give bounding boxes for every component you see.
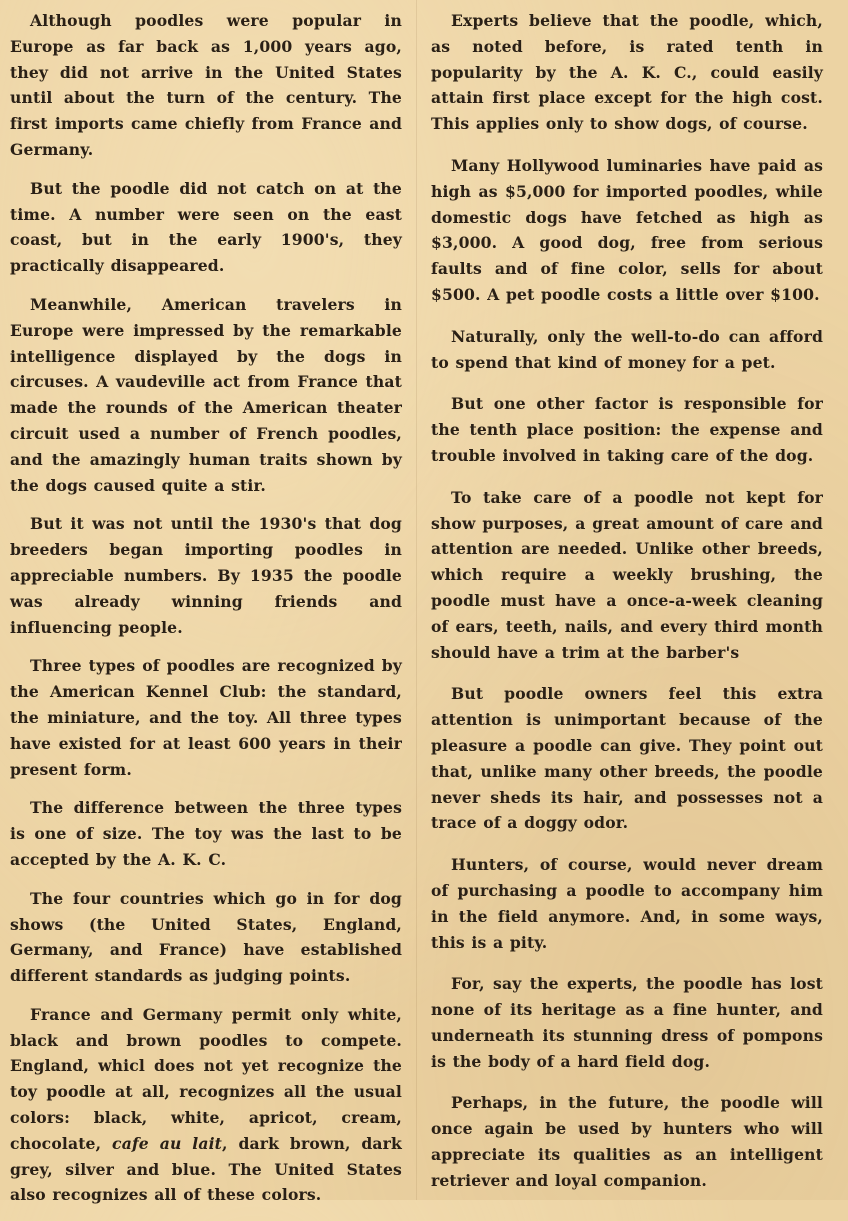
paragraph-text: , dark brown, dark grey, silver and blue. The United States also recognizes all of these colors. — [10, 1133, 402, 1205]
paragraph-text: France and Germany permit only white, black and brown poodles to compete. England, whicl does not yet recognize the toy poodle at all, recognizes all the usual colors: black, white, apricot, cream, chocolate, — [10, 1004, 402, 1153]
paragraph: Meanwhile, American travelers in Europe were impressed by the remarkable intelligence displayed by the dogs in circuses. A vaudeville act from France that made the rounds of the American theater circuit used a number of French poodles, and the amazingly human traits shown by the dogs caused quite a stir. — [10, 294, 402, 495]
paragraph: The difference between the three types is one of size. The toy was the last to be accepted by the A. K. C. — [10, 798, 402, 869]
paragraph: Experts believe that the poodle, which, as noted before, is rated tenth in popularity by the A. K. C., could easily attain first place except for the high cost. This applies only to show dogs, of course. — [431, 11, 823, 134]
column-divider — [416, 0, 417, 1200]
paragraph: But the poodle did not catch on at the time. A number were seen on the east coast, but in the early 1900's, they practically disappeared. — [10, 178, 402, 276]
paragraph: Although poodles were popular in Europe as far back as 1,000 years ago, they did not arrive in the United States until about the turn of the century. The first imports came chiefly from France and Germany. — [10, 11, 402, 159]
paragraph: Naturally, only the well-to-do can afford to spend that kind of money for a pet. — [431, 326, 823, 372]
paragraph: Three types of poodles are recognized by the American Kennel Club: the standard, the miniature, and the toy. All three types have existed for at least 600 years in their present form. — [10, 656, 402, 779]
paragraph-colors — [10, 1002, 402, 1208]
paragraph: For, say the experts, the poodle has lost none of its heritage as a fine hunter, and underneath its stunning dress of pompons is the body of a hard field dog. — [431, 974, 823, 1071]
paragraph: The four countries which go in for dog shows (the United States, England, Germany, and France) have established different standards as judging points. — [10, 888, 402, 986]
paragraph: But poodle owners feel this extra attention is unimportant because of the pleasure a poodle can give. They point out that, unlike many other breeds, the poodle never sheds its hair, and possesses not a trace of a doggy odor. — [431, 684, 823, 833]
paragraph: Perhaps, in the future, the poodle will once again be used by hunters who will appreciate its qualities as an intelligent retriever and loyal companion. — [431, 1093, 823, 1190]
left-column — [10, 8, 402, 1221]
paragraph: But it was not until the 1930's that dog breeders began importing poodles in appreciable numbers. By 1935 the poodle was already winning friends and influencing people. — [10, 514, 402, 637]
italic-term: cafe au lait — [112, 1133, 223, 1153]
paragraph: Hunters, of course, would never dream of purchasing a poodle to accompany him in the field anymore. And, in some ways, this is a pity. — [431, 855, 823, 952]
paragraph: But one other factor is responsible for the tenth place position: the expense and trouble involved in taking care of the dog. — [431, 394, 823, 465]
paragraph: Many Hollywood luminaries have paid as high as $5,000 for imported poodles, while domestic dogs have fetched as high as $3,000. A good dog, free from serious faults and of fine color, sells for about $500. A pet poodle costs a little over $100. — [431, 155, 823, 304]
paragraph: To take care of a poodle not kept for show purposes, a great amount of care and attention are needed. Unlike other breeds, which require a weekly brushing, the poodle must have a once-a-week cleaning of ears, teeth, nails, and every third month should have a trim at the barber's — [431, 487, 823, 662]
right-column — [431, 8, 823, 1210]
